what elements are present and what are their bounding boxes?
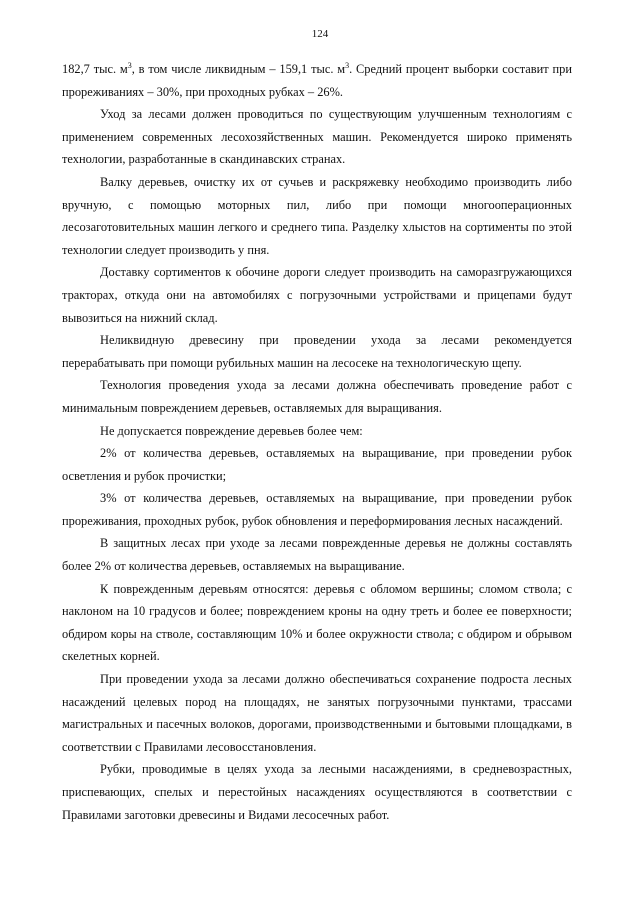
paragraph: Технология проведения ухода за лесами должна обеспечивать проведение работ с минимальным повреждением деревьев, оставляемых для выращивания. (62, 378, 572, 415)
paragraph: Не допускается повреждение деревьев более чем: (100, 423, 363, 438)
superscript: 3 (127, 61, 132, 70)
paragraph: 3% от количества деревьев, оставляемых на выращивание, при проведении рубок прореживания, проходных рубок, рубок обновления и переформирования лесных насаждений. (62, 491, 572, 528)
paragraph-continued (62, 58, 572, 103)
paragraph: 2% от количества деревьев, оставляемых на выращивание, при проведении рубок осветления и рубок прочистки; (62, 446, 572, 483)
paragraph: Доставку сортиментов к обочине дороги следует производить на саморазгружающихся тракторах, откуда они на автомобилях с погрузочными устройствами и прицепами будут вывозиться на нижний склад. (62, 265, 572, 325)
paragraph: К поврежденным деревьям относятся: деревья с обломом вершины; сломом ствола; с наклоном на 10 градусов и более; повреждением кроны на одну треть и более ее поверхности; обдиром коры на стволе, составляющим 10% и более окружности ствола; с обдиром и обрывом скелетных корней. (62, 581, 572, 664)
paragraph: В защитных лесах при уходе за лесами поврежденные деревья не должны составлять более 2% от количества деревьев, оставляемых на выращивание. (62, 536, 572, 574)
paragraph: При проведении ухода за лесами должно обеспечиваться сохранение подроста лесных насаждений целевых пород на площадях, не занятых погрузочными пунктами, трассами магистральных и пасечных волоков, дорогами, производственными и бытовыми площадками, в соответствии с Правилами лесовосстановления. (62, 672, 572, 754)
text-fragment: . Средний процент выборки составит при прореживаниях – 30%, при проходных рубках – 26%. (62, 62, 572, 99)
text-fragment: 182,7 тыс. м (62, 62, 128, 76)
paragraph: Неликвидную древесину при проведении ухода за лесами рекомендуется перерабатывать при помощи рубильных машин на лесосеке на технологическую щепу. (62, 333, 572, 370)
paragraph: Рубки, проводимые в целях ухода за лесными насаждениями, в средневозрастных, приспевающих, спелых и перестойных насаждениях осуществляются в соответствии с Правилами заготовки древесины и Видами лесосечных работ. (62, 762, 572, 822)
paragraph: Уход за лесами должен проводиться по существующим улучшенным технологиям с применением современных лесохозяйственных машин. Рекомендуется широко применять технологии, разработанные в скандинавских странах. (62, 107, 572, 167)
text-fragment: , в том числе ликвидным – 159,1 тыс. м (131, 62, 346, 76)
page-number: 124 (311, 28, 329, 40)
document-body (62, 58, 572, 826)
paragraph: Валку деревьев, очистку их от сучьев и раскряжевку необходимо производить либо вручную, с помощью моторных пил, либо при помощи многооперационных лесозаготовительных машин легкого и среднего типа. Разделку хлыстов на сортименты по этой технологии следует производить у пня. (62, 174, 572, 257)
superscript: 3 (345, 61, 350, 70)
